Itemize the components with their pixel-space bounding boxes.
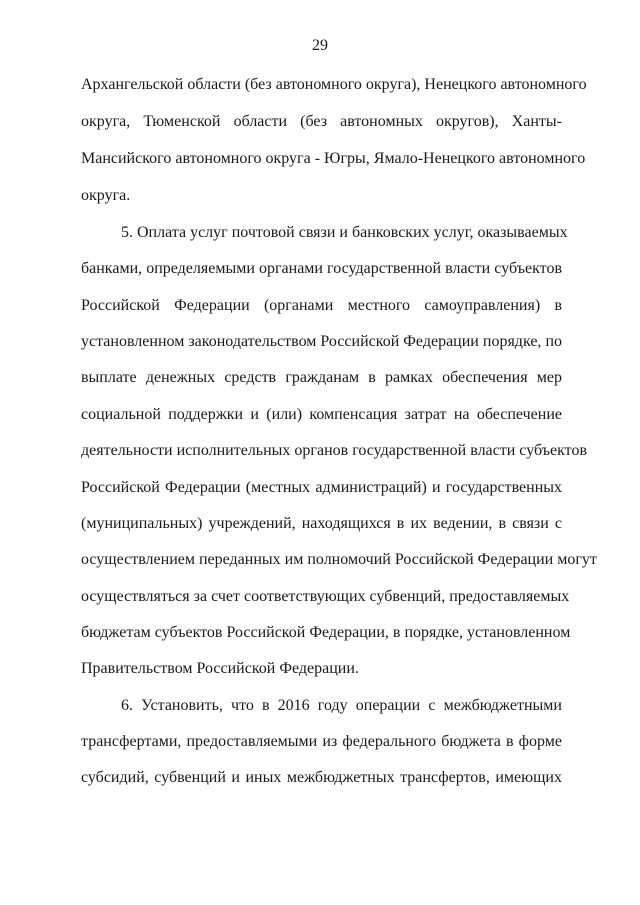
text-line: банками, определяемыми органами государственной власти субъектов [81, 260, 562, 277]
text-line: деятельности исполнительных органов государственной власти субъектов [81, 442, 587, 459]
text-line: округа, Тюменской области (без автономных округов), Ханты- [81, 113, 562, 130]
text-line: Правительством Российской Федерации. [81, 660, 359, 677]
text-line: Российской Федерации (органами местного самоуправления) в [81, 297, 562, 314]
text-line: (муниципальных) учреждений, находящихся в их ведении, в связи с [81, 515, 562, 532]
text-line: Мансийского автономного округа - Югры, Ямало-Ненецкого автономного [81, 150, 586, 167]
text-line: осуществляться за счет соответствующих субвенций, предоставляемых [81, 588, 570, 605]
text-line: осуществлением переданных им полномочий Российской Федерации могут [81, 551, 597, 568]
text-line: установленном законодательством Российской Федерации порядке, по [81, 333, 562, 350]
text-line: социальной поддержки и (или) компенсация затрат на обеспечение [81, 406, 562, 423]
text-line: Российской Федерации (местных администраций) и государственных [81, 479, 562, 496]
page-number: 29 [312, 37, 328, 54]
paragraph-6-start: 6. Установить, что в 2016 году операции с межбюджетными [121, 697, 562, 714]
text-line: выплате денежных средств гражданам в рамках обеспечения мер [81, 369, 562, 386]
text-line: Архангельской области (без автономного округа), Ненецкого автономного [81, 76, 587, 93]
text-line: трансфертами, предоставляемыми из федерального бюджета в форме [81, 733, 562, 750]
text-line: округа. [81, 187, 131, 204]
text-line: субсидий, субвенций и иных межбюджетных трансфертов, имеющих [81, 769, 562, 786]
paragraph-5-start: 5. Оплата услуг почтовой связи и банковских услуг, оказываемых [121, 224, 568, 241]
text-line: бюджетам субъектов Российской Федерации, в порядке, установленном [81, 624, 571, 641]
